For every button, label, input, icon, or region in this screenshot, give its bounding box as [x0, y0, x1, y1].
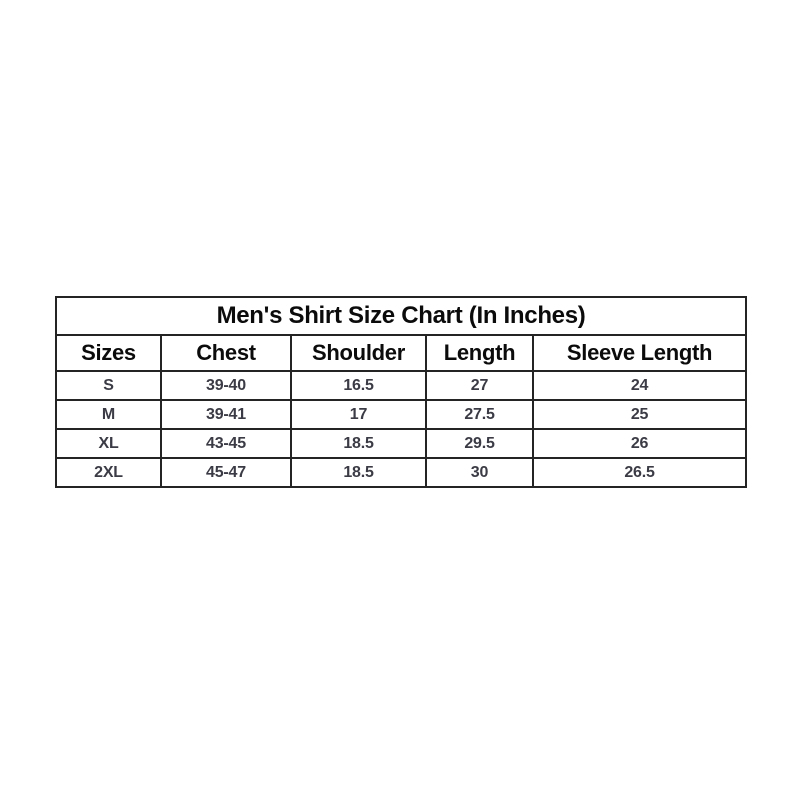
cell-shoulder: 17	[291, 400, 426, 429]
cell-shoulder: 18.5	[291, 458, 426, 487]
size-chart-table	[55, 296, 747, 488]
cell-chest: 39-41	[161, 400, 291, 429]
column-header-shoulder: Shoulder	[291, 335, 426, 371]
cell-length: 29.5	[426, 429, 533, 458]
cell-shoulder: 18.5	[291, 429, 426, 458]
table-row-xl	[56, 429, 746, 458]
cell-size: 2XL	[56, 458, 161, 487]
cell-sleeve-length: 26	[533, 429, 746, 458]
cell-sleeve-length: 25	[533, 400, 746, 429]
header-row	[56, 335, 746, 371]
cell-sleeve-length: 26.5	[533, 458, 746, 487]
column-header-chest: Chest	[161, 335, 291, 371]
cell-size: S	[56, 371, 161, 400]
cell-length: 27.5	[426, 400, 533, 429]
cell-length: 30	[426, 458, 533, 487]
column-header-sizes: Sizes	[56, 335, 161, 371]
table-row-m	[56, 400, 746, 429]
table-row-s	[56, 371, 746, 400]
title-row	[56, 297, 746, 335]
column-header-length: Length	[426, 335, 533, 371]
table-title: Men's Shirt Size Chart (In Inches)	[56, 297, 746, 335]
cell-size: M	[56, 400, 161, 429]
column-header-sleeve-length: Sleeve Length	[533, 335, 746, 371]
cell-length: 27	[426, 371, 533, 400]
cell-chest: 43-45	[161, 429, 291, 458]
cell-shoulder: 16.5	[291, 371, 426, 400]
cell-chest: 39-40	[161, 371, 291, 400]
cell-size: XL	[56, 429, 161, 458]
table-row-2xl	[56, 458, 746, 487]
cell-sleeve-length: 24	[533, 371, 746, 400]
cell-chest: 45-47	[161, 458, 291, 487]
